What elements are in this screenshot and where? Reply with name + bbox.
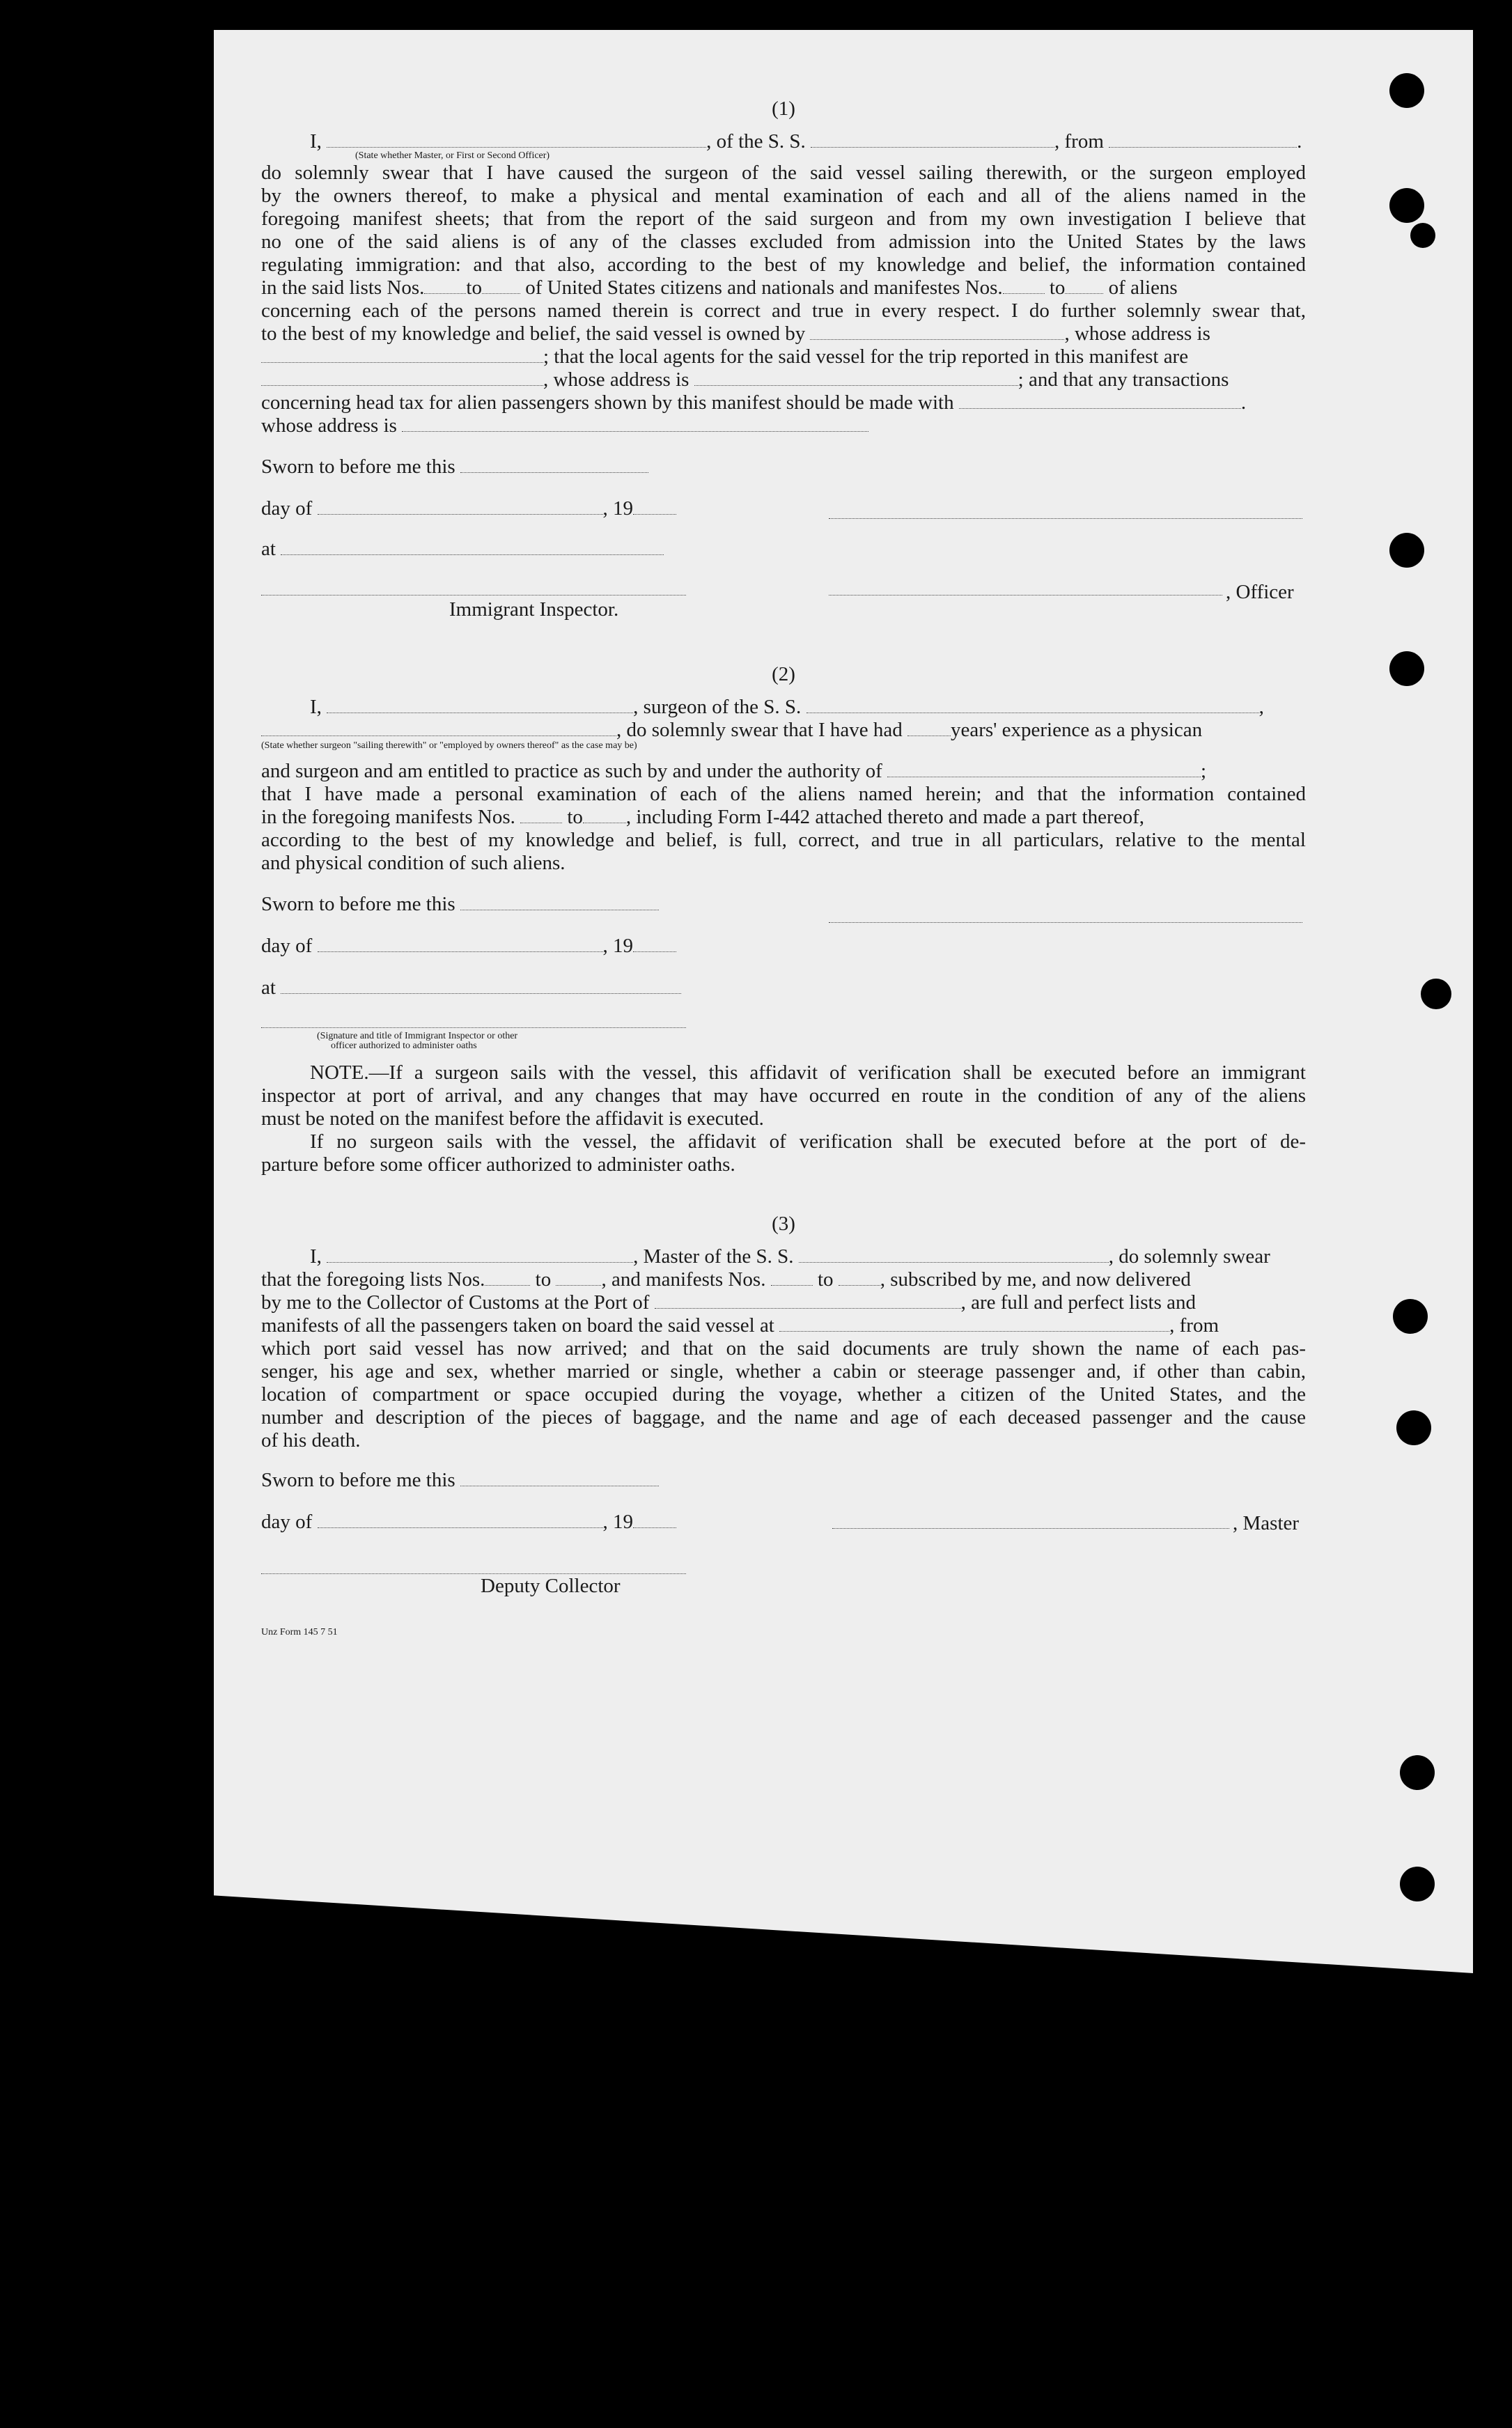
text: , surgeon of the S. S. (633, 696, 802, 718)
text: Sworn to before me this (261, 1469, 455, 1491)
text: ; (1201, 760, 1207, 782)
punch-hole (1410, 223, 1435, 248)
punch-hole (1400, 1867, 1435, 1901)
lists-line (261, 277, 1306, 299)
text: , whose address is (1064, 322, 1210, 345)
punch-hole (1421, 979, 1451, 1009)
manifests-to-field[interactable] (839, 1268, 880, 1286)
manifests-from-field[interactable] (1003, 277, 1045, 294)
sworn-line (261, 893, 659, 916)
section3-signatures (261, 1469, 1306, 1608)
text: to (567, 806, 583, 828)
head-tax-address-field[interactable] (402, 414, 868, 432)
signature-note: (Signature and title of Immigrant Inspector or other (317, 1031, 518, 1041)
owner-address-field[interactable] (261, 345, 543, 363)
master-name-field[interactable] (327, 1245, 633, 1263)
inspector-signature-field[interactable] (261, 595, 686, 596)
text: , and manifests Nos. (601, 1268, 766, 1291)
affidavit-content (261, 98, 1306, 1644)
officer-name-field[interactable] (829, 518, 1302, 519)
at-line (261, 538, 664, 561)
authority-field[interactable] (887, 760, 1201, 777)
paragraph-line: by the owners thereof, to make a physical and mental examination of each and all of the aliens named in the (261, 185, 1306, 207)
officer-label: , Officer (1226, 581, 1294, 603)
day-of-line (261, 935, 676, 958)
punch-hole (1396, 1410, 1431, 1445)
punch-hole (1389, 188, 1424, 223)
manifests-line (261, 806, 1306, 829)
inspector-label: Immigrant Inspector. (449, 598, 619, 621)
surgeon-status-field[interactable] (261, 719, 616, 736)
text: , are full and perfect lists and (960, 1291, 1197, 1314)
section-number: (2) (772, 663, 795, 685)
section-number: (1) (772, 98, 795, 120)
paragraph-line: concerning each of the persons named therein is correct and true in every respect. I do further solemnly swear that, (261, 299, 1306, 322)
paragraph-line: regulating immigration: and that also, according to the best of my knowledge and belief, the information contained (261, 254, 1306, 276)
text: manifests of all the passengers taken on board the said vessel at (261, 1314, 774, 1337)
whose-address-line (261, 414, 1306, 437)
owner-line (261, 322, 1306, 345)
text: to (466, 277, 482, 299)
text: whose address is (261, 414, 397, 437)
text: day of (261, 497, 313, 520)
surgeon-manifests-to-field[interactable] (583, 806, 626, 823)
paragraph-line: and physical condition of such aliens. (261, 852, 566, 874)
paragraph-line: according to the best of my knowledge and belief, is full, correct, and true in all particulars, relative to the mental (261, 829, 1306, 851)
note-line: NOTE.—If a surgeon sails with the vessel, this affidavit of verification shall be executed before an immigrant (310, 1061, 1306, 1084)
text: , subscribed by me, and now delivered (880, 1268, 1191, 1291)
sworn-day-field[interactable] (460, 893, 659, 910)
paragraph-line: no one of the said aliens is of any of the classes excluded from admission into the United States by the laws (261, 231, 1306, 253)
head-tax-line (261, 391, 1306, 414)
text: at (261, 538, 276, 560)
text: of United States citizens and nationals and manifestes Nos. (525, 277, 1003, 299)
head-tax-field[interactable] (959, 391, 1241, 409)
years-field[interactable] (907, 719, 951, 736)
day-of-line (261, 1511, 676, 1534)
master-label: , Master (1233, 1512, 1300, 1534)
paragraph-line: of his death. (261, 1429, 361, 1452)
text: to (1049, 277, 1066, 299)
agents-field[interactable] (261, 368, 543, 386)
ship-label: , of the S. S. (706, 130, 806, 153)
embarkation-port-field[interactable] (779, 1314, 1169, 1332)
text: and surgeon and am entitled to practice as such by and under the authority of (261, 760, 882, 782)
agents-address-field[interactable] (694, 368, 1018, 386)
punch-hole (1389, 73, 1424, 108)
surgeon-ship-field[interactable] (806, 696, 1259, 713)
sworn-line (261, 456, 648, 478)
agents-address-line (261, 368, 1306, 391)
lists-from-field[interactable] (485, 1268, 530, 1286)
text: ; and that any transactions (1018, 368, 1229, 391)
text: . (1240, 391, 1247, 414)
ship-name-field[interactable] (811, 130, 1054, 148)
collector-label: Deputy Collector (481, 1575, 621, 1597)
lists-to-field[interactable] (482, 277, 520, 294)
note-line: If no surgeon sails with the vessel, the affidavit of verification shall be executed before at the port of de- (310, 1130, 1306, 1153)
text: ; that the local agents for the said vessel for the trip reported in this manifest are (543, 345, 1189, 368)
manifests-from-field[interactable] (771, 1268, 813, 1286)
surgeon-note: (State whether surgeon "sailing therewith" or "employed by owners thereof" as the case may be) (261, 740, 637, 751)
text: to (535, 1268, 552, 1291)
lists-from-field[interactable] (424, 277, 466, 294)
text: years' experience as a physican (950, 719, 1203, 741)
paragraph-line: number and description of the pieces of baggage, and the name and age of each deceased passenger and the cause (261, 1406, 1306, 1429)
text: by me to the Collector of Customs at the Port of (261, 1291, 650, 1314)
lists-line (261, 1268, 1306, 1291)
period: . (1297, 130, 1302, 153)
ship-name-field[interactable] (799, 1245, 1109, 1263)
from-label: , from (1054, 130, 1104, 153)
text: , 19 (602, 935, 634, 957)
collector-signature-field[interactable] (261, 1573, 686, 1574)
note-line: inspector at port of arrival, and any changes that may have occurred en route in the condition of any of the aliens (261, 1084, 1306, 1107)
manifests-to-field[interactable] (1065, 277, 1103, 294)
section1-signatures (261, 456, 1306, 623)
text: to the best of my knowledge and belief, the said vessel is owned by (261, 322, 806, 345)
from-port-field[interactable] (1109, 130, 1297, 148)
text: , 19 (602, 497, 634, 520)
port-field[interactable] (655, 1291, 961, 1309)
sworn-day-field[interactable] (460, 1469, 659, 1486)
owner-field[interactable] (810, 322, 1064, 340)
text: in the foregoing manifests Nos. (261, 806, 515, 828)
punch-hole (1389, 651, 1424, 686)
text: , do solemnly swear that I have had (616, 719, 903, 741)
form-id: Unz Form 145 7 51 (261, 1627, 338, 1637)
note-line: must be noted on the manifest before the affidavit is executed. (261, 1107, 764, 1130)
text: , Master of the S. S. (633, 1245, 794, 1268)
surgeon-name-field[interactable] (327, 696, 633, 713)
note-block (261, 1061, 1306, 1176)
agents-line (261, 345, 1306, 368)
signature-note: officer authorized to administer oaths (331, 1041, 477, 1051)
master-name-field[interactable] (327, 130, 706, 148)
paragraph-line: location of compartment or space occupied during the voyage, whether a citizen of the United States, and the (261, 1383, 1306, 1406)
month-field[interactable] (318, 935, 603, 952)
experience-line (261, 719, 1306, 742)
month-field[interactable] (318, 1511, 603, 1528)
surgeon-manifests-from-field[interactable] (520, 806, 562, 823)
section2-signatures (261, 893, 1306, 1053)
officer-signature-field[interactable] (829, 595, 1222, 596)
paragraph-line: senger, his age and sex, whether married or single, whether a cabin or steerage passenger and, if other than cabin, (261, 1360, 1306, 1383)
i-label: I, (310, 1245, 322, 1268)
year-field[interactable] (633, 935, 676, 952)
month-field[interactable] (318, 497, 603, 515)
master-note: (State whether Master, or First or Second Officer) (355, 150, 550, 161)
text: of aliens (1108, 277, 1178, 299)
place-field[interactable] (281, 538, 664, 555)
text: , (1258, 696, 1264, 718)
punch-hole (1389, 533, 1424, 568)
text: to (817, 1268, 834, 1291)
i-label: I, (310, 130, 322, 153)
text: Sworn to before me this (261, 893, 455, 915)
text: that the foregoing lists Nos. (261, 1268, 485, 1291)
sworn-day-field[interactable] (460, 456, 648, 473)
inspector-signature-field[interactable] (261, 1027, 686, 1028)
punch-hole (1400, 1755, 1435, 1790)
place-field[interactable] (281, 976, 681, 994)
text: , do solemnly swear (1108, 1245, 1270, 1268)
punch-hole (1393, 1299, 1428, 1334)
year-field[interactable] (633, 1511, 676, 1528)
note-line: parture before some officer authorized to administer oaths. (261, 1153, 735, 1176)
paragraph-line: do solemnly swear that I have caused the surgeon of the said vessel sailing therewith, or the surgeon employed (261, 162, 1306, 184)
text: concerning head tax for alien passengers shown by this manifest should be made with (261, 391, 954, 414)
text: day of (261, 1511, 313, 1533)
surgeon-signature-field[interactable] (829, 922, 1302, 923)
paragraph-line: which port said vessel has now arrived; and that on the said documents are truly shown the name of each pas- (261, 1337, 1306, 1360)
day-of-line (261, 497, 676, 520)
master-line (261, 1245, 1306, 1268)
paragraph-line: that I have made a personal examination of each of the aliens named herein; and that the information contained (261, 783, 1306, 805)
master-signature-field[interactable] (832, 1528, 1229, 1529)
surgeon-line (261, 696, 1306, 719)
paragraph-line: foregoing manifest sheets; that from the report of the said surgeon and from my own investigation I believe that (261, 208, 1306, 230)
year-field[interactable] (633, 497, 676, 515)
text: , from (1169, 1314, 1219, 1337)
section-number: (3) (772, 1213, 795, 1235)
authority-line (261, 760, 1306, 783)
text: Sworn to before me this (261, 456, 455, 478)
lists-to-field[interactable] (556, 1268, 601, 1286)
embarkation-line (261, 1314, 1306, 1337)
text: in the said lists Nos. (261, 277, 425, 299)
port-line (261, 1291, 1306, 1314)
at-line (261, 976, 681, 999)
text: at (261, 976, 276, 999)
i-label: I, (310, 696, 322, 718)
sworn-line (261, 1469, 659, 1492)
text: , whose address is (543, 368, 689, 391)
text: day of (261, 935, 313, 957)
text: , including Form I-442 attached thereto and made a part thereof, (625, 806, 1144, 828)
text: , 19 (602, 1511, 634, 1533)
